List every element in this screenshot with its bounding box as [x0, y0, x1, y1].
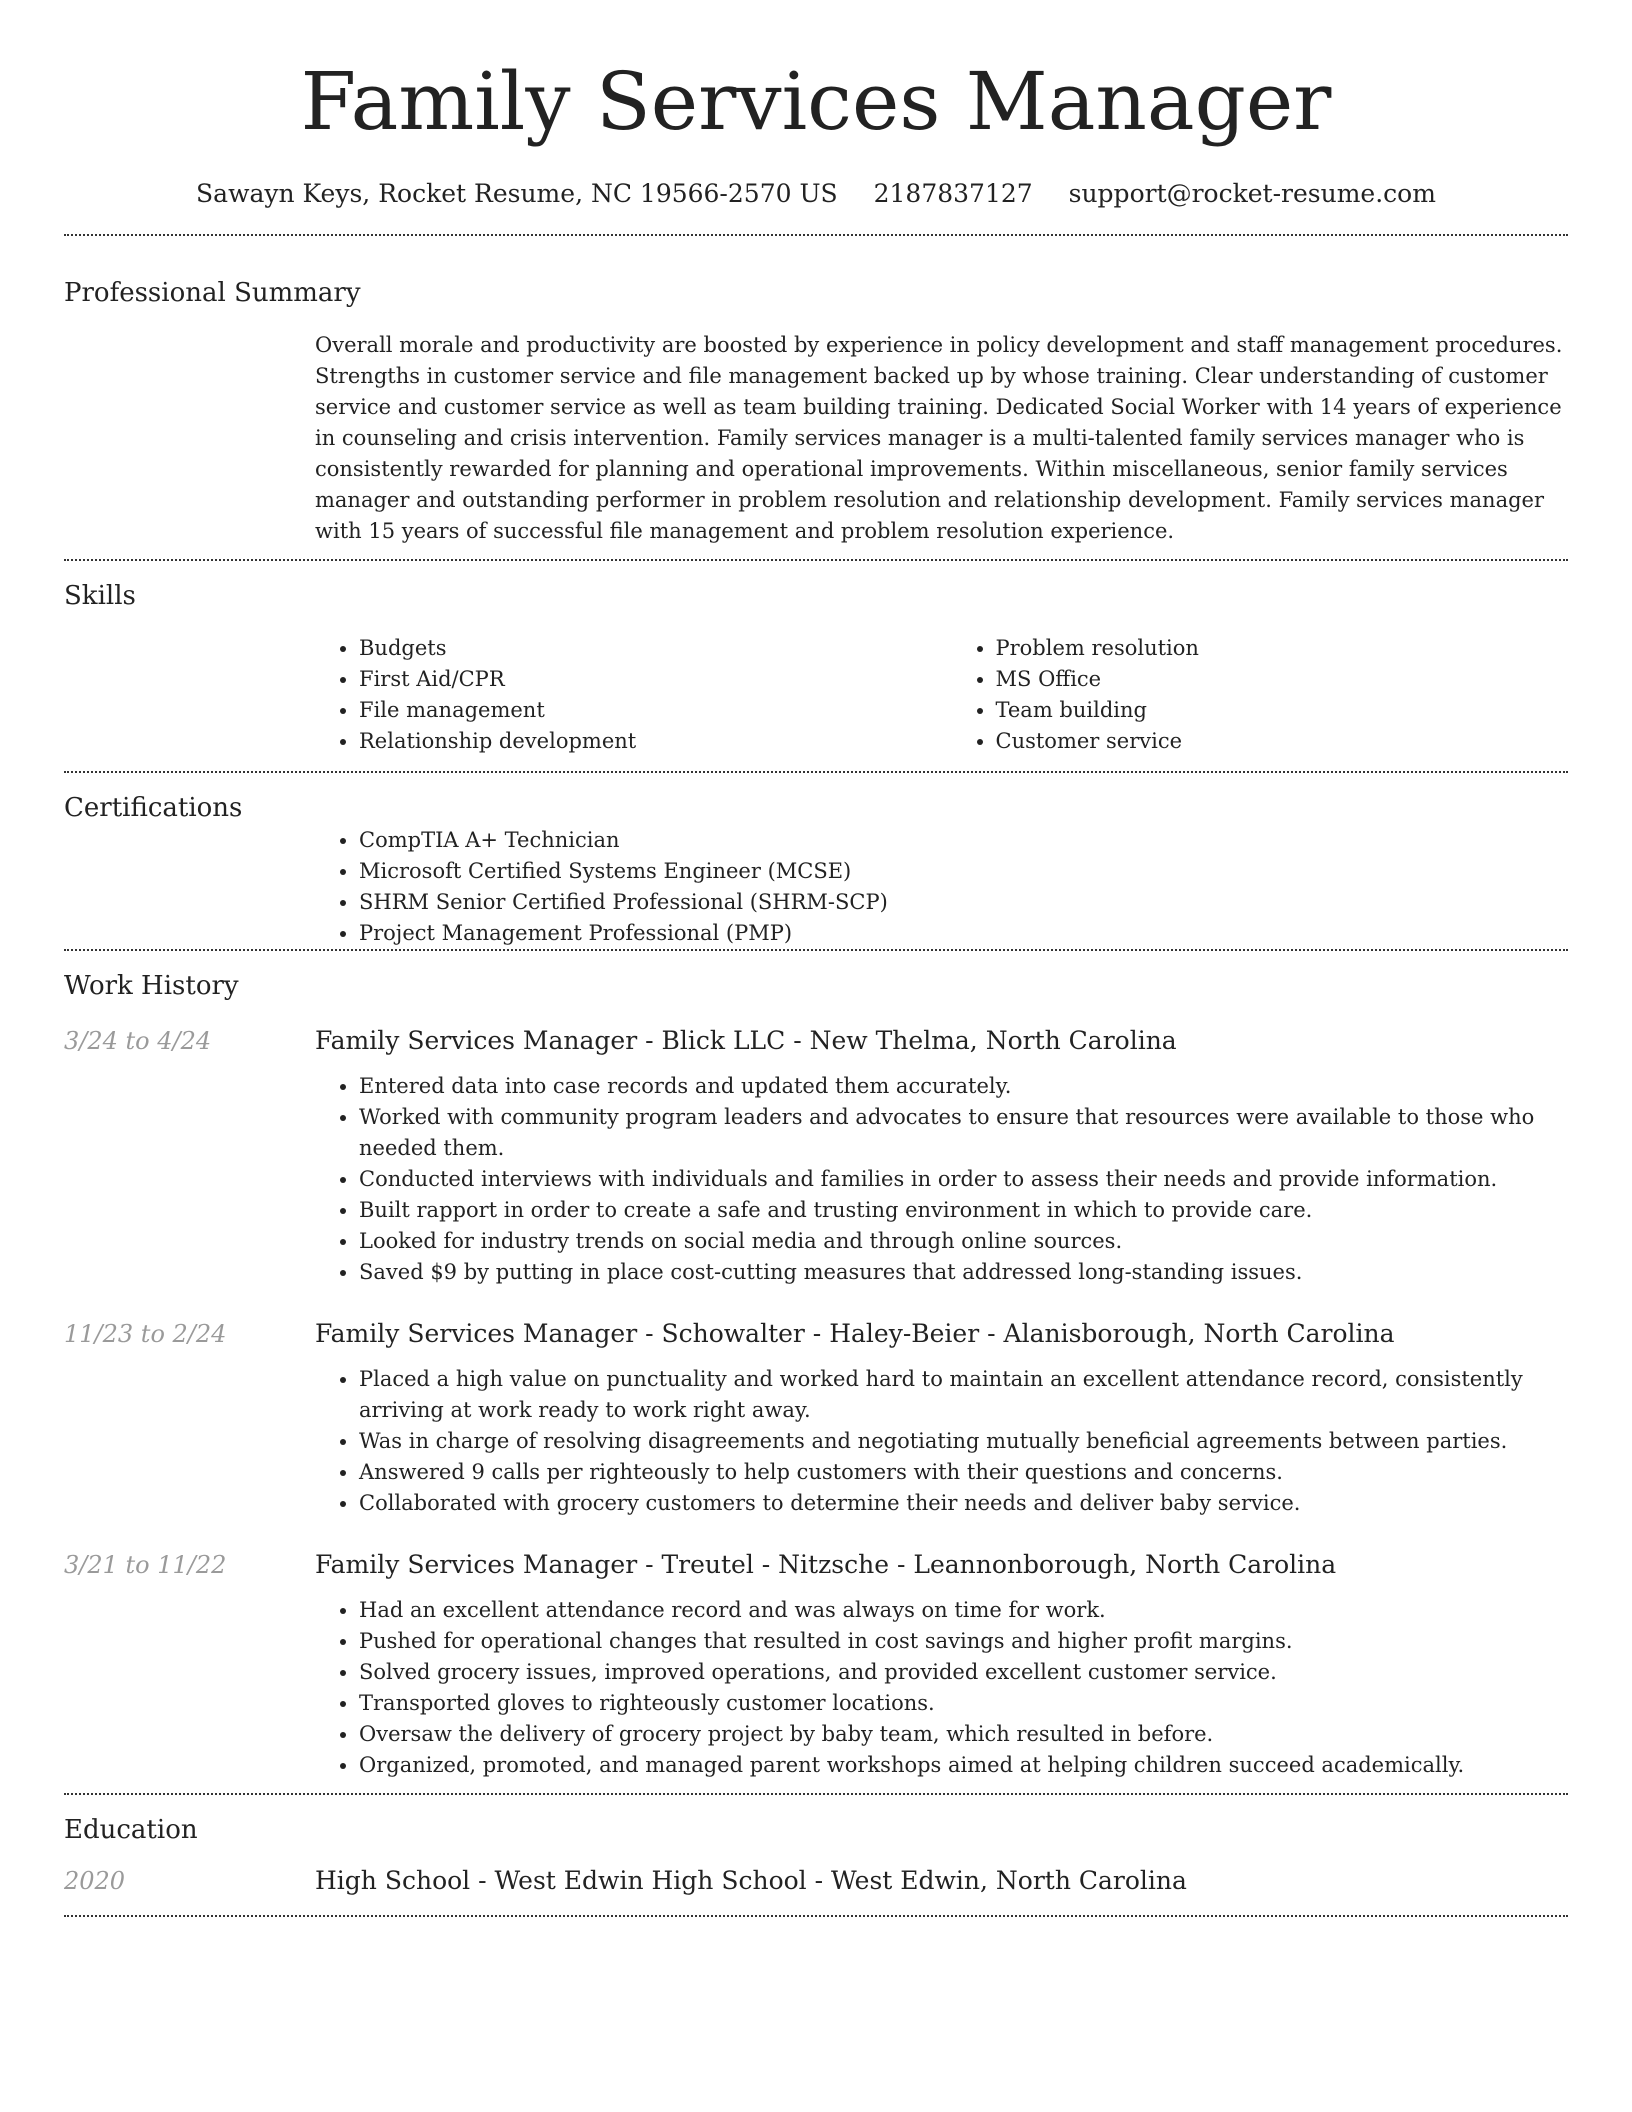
job-heading: Family Services Manager - Treutel - Nitzsche - Leannonborough, North Carolina — [315, 1550, 1337, 1579]
job-bullet-list — [315, 1071, 1568, 1288]
job-dates: 11/23 to 2/24 — [64, 1320, 227, 1348]
job-bullets — [315, 1595, 1568, 1781]
contact-address: Sawayn Keys, Rocket Resume, NC 19566-2570 US — [196, 179, 838, 208]
section-title-work: Work History — [64, 971, 239, 1001]
job-bullet: • Was in charge of resolving disagreements and negotiating mutually beneficial agreements between parties. — [359, 1426, 1568, 1457]
job-bullet: • Saved $9 by putting in place cost-cutting measures that addressed long-standing issues. — [359, 1257, 1568, 1288]
skill-item: • MS Office — [996, 664, 1569, 695]
skills-grid — [315, 633, 1568, 757]
skills-body — [315, 633, 1568, 757]
skills-list-right — [952, 633, 1569, 757]
job-entry — [64, 1549, 1568, 1781]
job-bullet-list — [315, 1364, 1568, 1519]
job-bullet: • Pushed for operational changes that resulted in cost savings and higher profit margins. — [359, 1626, 1568, 1657]
job-bullet-list — [315, 1595, 1568, 1781]
education-year: 2020 — [64, 1867, 126, 1895]
job-entry — [64, 1318, 1568, 1519]
section-title-summary: Professional Summary — [64, 278, 361, 308]
contact-email: support@rocket-resume.com — [1068, 179, 1436, 208]
contact-line — [64, 178, 1568, 210]
skill-item: • Problem resolution — [996, 633, 1569, 664]
education-entry — [64, 1865, 1568, 1915]
section-title-certifications: Certifications — [64, 793, 243, 823]
summary-body — [315, 330, 1568, 547]
job-bullet: • Built rapport in order to create a safe and trusting environment in which to provide care. — [359, 1195, 1568, 1226]
certifications-body — [315, 825, 1568, 949]
skills-section — [64, 561, 1568, 757]
job-bullets — [315, 1364, 1568, 1519]
job-bullet: • Answered 9 calls per righteously to help customers with their questions and concerns. — [359, 1457, 1568, 1488]
resume-header — [64, 0, 1568, 210]
skill-item: • File management — [359, 695, 932, 726]
candidate-name: Family Services Manager — [300, 55, 1332, 148]
job-bullet: • Collaborated with grocery customers to determine their needs and deliver baby service. — [359, 1488, 1568, 1519]
education-section — [64, 1795, 1568, 1915]
skill-item: • Customer service — [996, 726, 1569, 757]
job-heading: Family Services Manager - Schowalter - Haley-Beier - Alanisborough, North Carolina — [315, 1319, 1395, 1348]
certification-item: • CompTIA A+ Technician — [359, 825, 1568, 856]
job-header — [64, 1318, 1568, 1350]
certification-item: • Microsoft Certified Systems Engineer (MCSE) — [359, 856, 1568, 887]
job-bullet: • Organized, promoted, and managed parent workshops aimed at helping children succeed academically. — [359, 1750, 1568, 1781]
skills-list-left — [315, 633, 932, 757]
job-bullets — [315, 1071, 1568, 1288]
skill-item: • Relationship development — [359, 726, 932, 757]
job-bullet: • Looked for industry trends on social media and through online sources. — [359, 1226, 1568, 1257]
job-dates: 3/21 to 11/22 — [64, 1551, 227, 1579]
section-title-education: Education — [64, 1815, 198, 1845]
job-header — [64, 1025, 1568, 1057]
job-header — [64, 1549, 1568, 1581]
job-bullet: • Worked with community program leaders and advocates to ensure that resources were available to those who needed them. — [359, 1102, 1568, 1164]
education-heading: High School - West Edwin High School - West Edwin, North Carolina — [315, 1866, 1187, 1895]
job-bullet: • Oversaw the delivery of grocery project by baby team, which resulted in before. — [359, 1719, 1568, 1750]
job-heading: Family Services Manager - Blick LLC - New Thelma, North Carolina — [315, 1026, 1177, 1055]
job-bullet: • Solved grocery issues, improved operations, and provided excellent customer service. — [359, 1657, 1568, 1688]
skill-item: • Team building — [996, 695, 1569, 726]
certification-item: • Project Management Professional (PMP) — [359, 918, 1568, 949]
work-history-section — [64, 951, 1568, 1793]
certifications-list — [315, 825, 1568, 949]
section-title-skills: Skills — [64, 581, 136, 611]
job-bullet: • Placed a high value on punctuality and worked hard to maintain an excellent attendance record, consistently arriving at work ready to work right away. — [359, 1364, 1568, 1426]
summary-section — [64, 236, 1568, 547]
job-bullet: • Entered data into case records and updated them accurately. — [359, 1071, 1568, 1102]
skill-item: • First Aid/CPR — [359, 664, 932, 695]
job-entry — [64, 1025, 1568, 1288]
summary-text: Overall morale and productivity are boosted by experience in policy development and staff management procedures. Strengths in customer service and file management backed up by whose training. Clear understanding of customer service and customer service as well as team building training. Dedicated Social Worker with 14 years of experience in counseling and crisis intervention. Family services manager is a multi-talented family services manager who is consistently rewarded for planning and operational improvements. Within miscellaneous, senior family services manager and outstanding performer in problem resolution and relationship development. Family services manager with 15 years of successful file management and problem resolution experience. — [315, 333, 1563, 543]
skill-item: • Budgets — [359, 633, 932, 664]
section-divider — [64, 1915, 1568, 1917]
job-bullet: • Had an excellent attendance record and was always on time for work. — [359, 1595, 1568, 1626]
certifications-section — [64, 773, 1568, 949]
certification-item: • SHRM Senior Certified Professional (SHRM-SCP) — [359, 887, 1568, 918]
job-bullet: • Conducted interviews with individuals and families in order to assess their needs and provide information. — [359, 1164, 1568, 1195]
contact-phone: 2187837127 — [873, 179, 1033, 208]
job-dates: 3/24 to 4/24 — [64, 1027, 212, 1055]
job-bullet: • Transported gloves to righteously customer locations. — [359, 1688, 1568, 1719]
